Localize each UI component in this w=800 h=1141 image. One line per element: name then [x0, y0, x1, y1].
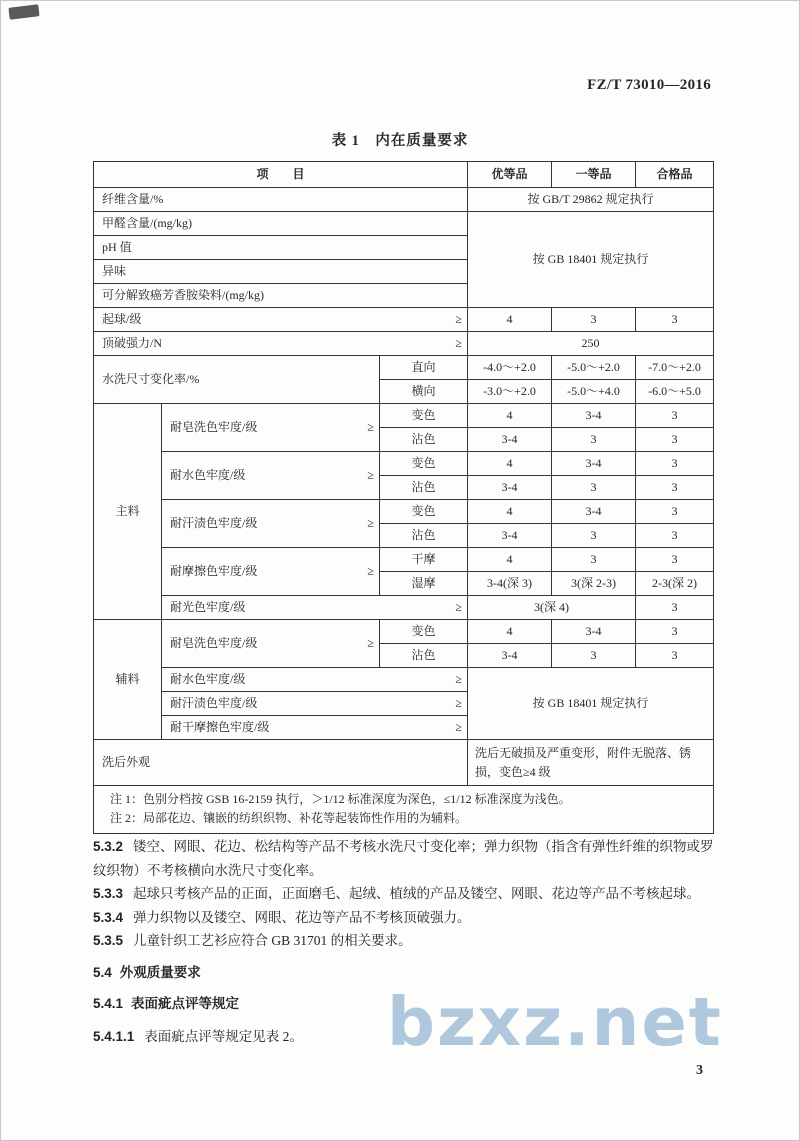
value-cell: 3	[636, 644, 714, 668]
heading-text: 外观质量要求	[119, 964, 201, 980]
clause-number: 5.4.1.1	[93, 1028, 135, 1044]
value-cell: 4	[468, 500, 552, 524]
sub-label: 变色	[380, 404, 468, 428]
aux-water-label: 耐水色牢度/级	[170, 671, 246, 686]
row-wash-dim-lengthwise	[94, 356, 714, 380]
value-cell: 3-4	[552, 620, 636, 644]
ph-label-cell: pH 值	[94, 236, 468, 260]
pilling-label: 起球/级	[102, 311, 142, 326]
row-main-soap-discolor	[94, 404, 714, 428]
sub-label: 变色	[380, 500, 468, 524]
fiber-value-cell: 按 GB/T 29862 规定执行	[468, 188, 714, 212]
table-header-row	[94, 162, 714, 188]
aux-dry-rubbing-label-cell	[162, 716, 468, 740]
value-cell: 3-4	[552, 500, 636, 524]
col-header-item: 项 目	[94, 162, 468, 188]
aux-water-label-cell	[162, 668, 468, 692]
main-perspiration-label: 耐汗渍色牢度/级	[170, 515, 258, 530]
sub-label: 沾色	[380, 524, 468, 548]
value-cell: 3	[636, 404, 714, 428]
gte-symbol: ≥	[367, 467, 374, 482]
main-light-label-cell	[162, 596, 468, 620]
col-header-first-grade: 一等品	[552, 162, 636, 188]
value-cell: 4	[468, 620, 552, 644]
gte-symbol: ≥	[455, 599, 463, 614]
pilling-first: 3	[552, 308, 636, 332]
note-1: 注 1：色别分档按 GSB 16-2159 执行，＞1/12 标准深度为深色，≤1/12 标准深度为浅色。	[110, 792, 571, 806]
fiber-label-cell: 纤维含量/%	[94, 188, 468, 212]
clause-text: 镂空、网眼、花边、松结构等产品不考核水洗尺寸变化率；弹力织物（指含有弹性纤维的织物或罗纹织物）不考核横向水洗尺寸变化率。	[93, 839, 714, 878]
sub-label: 变色	[380, 620, 468, 644]
value-cell: 3	[552, 524, 636, 548]
row-after-wash-appearance	[94, 740, 714, 786]
value-cell: -3.0～+2.0	[468, 380, 552, 404]
value-cell: 3	[552, 644, 636, 668]
aux-perspiration-label-cell	[162, 692, 468, 716]
value-cell: 2-3(深 2)	[636, 572, 714, 596]
value-cell: 3	[636, 476, 714, 500]
main-perspiration-label-cell	[162, 500, 380, 548]
group-main-material: 主料	[94, 404, 162, 620]
clause-5-3-5	[93, 929, 717, 953]
main-water-label-cell	[162, 452, 380, 500]
col-header-qualified: 合格品	[636, 162, 714, 188]
sub-label: 变色	[380, 452, 468, 476]
heading-number: 5.4.1	[93, 996, 124, 1011]
after-wash-value-cell: 洗后无破损及严重变形，附件无脱落、锈损，变色≥4 级	[468, 740, 714, 786]
row-main-water-discolor	[94, 452, 714, 476]
row-fiber-content	[94, 188, 714, 212]
aux-gb18401-value-cell: 按 GB 18401 规定执行	[468, 668, 714, 740]
main-light-label: 耐光色牢度/级	[170, 599, 246, 614]
group-auxiliary-material: 辅料	[94, 620, 162, 740]
main-soap-label: 耐皂洗色牢度/级	[170, 419, 258, 434]
row-bursting-strength	[94, 332, 714, 356]
aux-perspiration-label: 耐汗渍色牢度/级	[170, 695, 258, 710]
pilling-qualified: 3	[636, 308, 714, 332]
clause-number: 5.3.4	[93, 909, 124, 925]
row-table-notes	[94, 786, 714, 834]
gte-symbol: ≥	[455, 671, 463, 686]
heading-5-4-1	[93, 992, 717, 1016]
watermark-bzxz-net: bzxz.net	[387, 983, 723, 1061]
value-cell: -6.0～+5.0	[636, 380, 714, 404]
wash-dim-label-cell: 水洗尺寸变化率/%	[94, 356, 380, 404]
col-header-premium: 优等品	[468, 162, 552, 188]
amine-label-cell: 可分解致癌芳香胺染料/(mg/kg)	[94, 284, 468, 308]
heading-number: 5.4	[93, 964, 112, 980]
pilling-label-cell	[94, 308, 468, 332]
aux-soap-label-cell	[162, 620, 380, 668]
standard-code: FZ/T 73010—2016	[587, 77, 711, 93]
light-value-span: 3(深 4)	[468, 596, 636, 620]
value-cell: -5.0～+2.0	[552, 356, 636, 380]
value-cell: 4	[468, 404, 552, 428]
value-cell: 3-4	[552, 404, 636, 428]
value-cell: 3-4	[468, 476, 552, 500]
gte-symbol: ≥	[367, 563, 374, 578]
value-cell: 3-4	[468, 524, 552, 548]
value-cell: 3	[636, 452, 714, 476]
value-cell: -7.0～+2.0	[636, 356, 714, 380]
clause-text: 弹力织物以及镂空、网眼、花边等产品不考核顶破强力。	[133, 909, 471, 925]
value-cell: 3	[552, 428, 636, 452]
gte-symbol: ≥	[367, 419, 374, 434]
wash-dim-sub-label: 直向	[380, 356, 468, 380]
formaldehyde-label-cell: 甲醛含量/(mg/kg)	[94, 212, 468, 236]
heading-5-4	[93, 961, 717, 985]
clause-5-3-2	[93, 835, 717, 882]
value-cell: 3	[636, 548, 714, 572]
value-cell: 3-4	[468, 644, 552, 668]
row-main-rubbing-dry	[94, 548, 714, 572]
value-cell: 3	[636, 428, 714, 452]
aux-soap-label: 耐皂洗色牢度/级	[170, 635, 258, 650]
sub-label: 干摩	[380, 548, 468, 572]
value-cell: -5.0～+4.0	[552, 380, 636, 404]
value-cell: 3	[636, 524, 714, 548]
main-rubbing-label-cell	[162, 548, 380, 596]
clause-5-3-4	[93, 906, 717, 930]
aux-dry-rubbing-label: 耐干摩擦色牢度/级	[170, 719, 270, 734]
value-cell: 3(深 2-3)	[552, 572, 636, 596]
gb18401-value-cell: 按 GB 18401 规定执行	[468, 212, 714, 308]
bursting-label: 顶破强力/N	[102, 335, 163, 350]
table-1-title: 表 1 内在质量要求	[331, 133, 469, 149]
main-soap-label-cell	[162, 404, 380, 452]
clause-number: 5.3.3	[93, 886, 124, 901]
gte-symbol: ≥	[455, 311, 463, 326]
row-aux-soap-discolor	[94, 620, 714, 644]
clause-5-3-3	[93, 882, 717, 906]
clause-number: 5.3.5	[93, 933, 124, 948]
value-cell: -4.0～+2.0	[468, 356, 552, 380]
clause-number: 5.3.2	[93, 839, 124, 854]
bursting-value: 250	[468, 332, 714, 356]
row-aux-water-fastness	[94, 668, 714, 692]
table-1-internal-quality	[93, 161, 714, 834]
gte-symbol: ≥	[455, 719, 463, 734]
main-rubbing-label: 耐摩擦色牢度/级	[170, 563, 258, 578]
after-wash-label-cell: 洗后外观	[94, 740, 468, 786]
clause-text: 儿童针织工艺衫应符合 GB 31701 的相关要求。	[133, 933, 412, 948]
value-cell: 3	[636, 500, 714, 524]
value-cell: 3-4	[468, 428, 552, 452]
gte-symbol: ≥	[367, 515, 374, 530]
gte-symbol: ≥	[367, 635, 374, 650]
gte-symbol: ≥	[455, 335, 463, 350]
clause-text: 表面疵点评等规定见表 2。	[144, 1028, 303, 1044]
value-cell: 4	[468, 452, 552, 476]
row-main-perspiration-discolor	[94, 500, 714, 524]
sub-label: 沾色	[380, 644, 468, 668]
main-water-label: 耐水色牢度/级	[170, 467, 246, 482]
clauses-section	[93, 835, 717, 1048]
clause-5-4-1-1	[93, 1025, 717, 1049]
row-formaldehyde	[94, 212, 714, 236]
value-cell: 4	[468, 548, 552, 572]
pilling-premium: 4	[468, 308, 552, 332]
wash-dim-sub-label: 横向	[380, 380, 468, 404]
value-cell: 3	[552, 548, 636, 572]
heading-text: 表面疵点评等规定	[131, 996, 240, 1011]
row-pilling	[94, 308, 714, 332]
gte-symbol: ≥	[455, 695, 463, 710]
note-2: 注 2：局部花边、镶嵌的纺织织物、补花等起装饰性作用的为辅料。	[110, 811, 468, 826]
value-cell: 3	[552, 476, 636, 500]
page-number: 3	[696, 1063, 703, 1078]
row-main-light-fastness	[94, 596, 714, 620]
sub-label: 沾色	[380, 428, 468, 452]
sub-label: 沾色	[380, 476, 468, 500]
bursting-label-cell	[94, 332, 468, 356]
value-cell: 3-4	[552, 452, 636, 476]
table-notes-cell	[94, 786, 714, 834]
light-value-qualified: 3	[636, 596, 714, 620]
value-cell: 3-4(深 3)	[468, 572, 552, 596]
scan-artifact-mark	[8, 4, 39, 20]
value-cell: 3	[636, 620, 714, 644]
clause-text: 起球只考核产品的正面，正面磨毛、起绒、植绒的产品及镂空、网眼、花边等产品不考核起球。	[133, 886, 701, 901]
sub-label: 湿摩	[380, 572, 468, 596]
odor-label-cell: 异味	[94, 260, 468, 284]
